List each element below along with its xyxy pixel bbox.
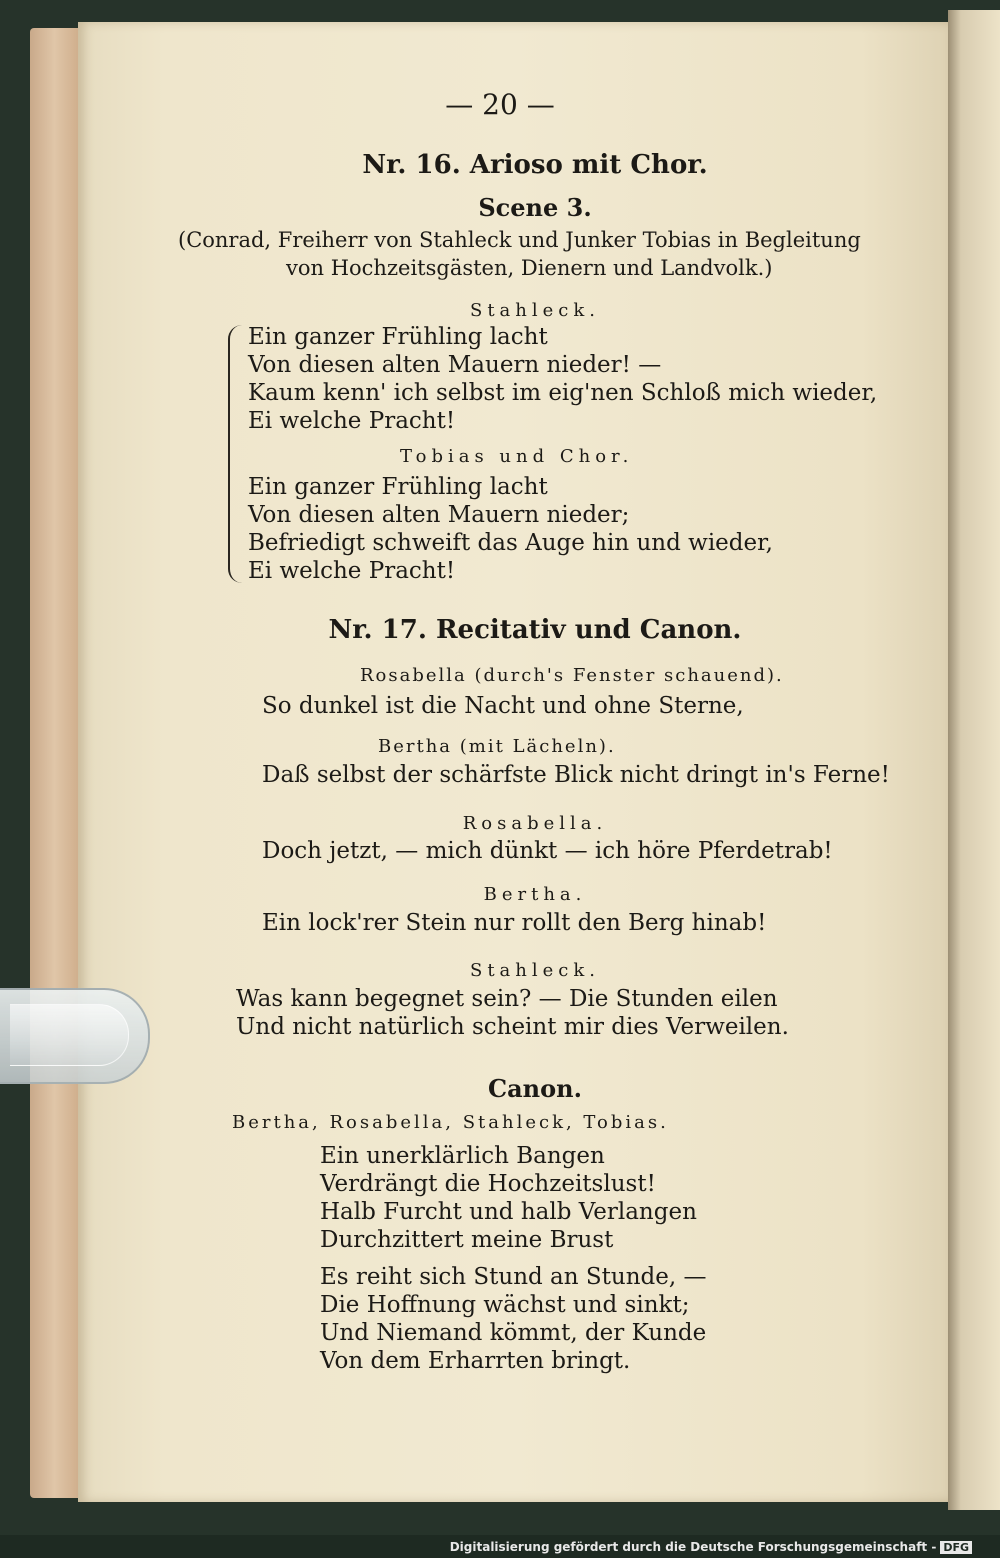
- funding-footer: [450, 1538, 972, 1556]
- verse-line: Kaum kenn' ich selbst im eig'nen Schloß mich wieder,: [248, 380, 878, 406]
- canon-speakers: Bertha, Rosabella, Stahleck, Tobias.: [232, 1112, 669, 1133]
- verse-line: Ein ganzer Frühling lacht: [248, 324, 548, 350]
- scene-heading: Scene 3.: [478, 193, 592, 222]
- verse-line: Ein ganzer Frühling lacht: [248, 474, 548, 500]
- canon-line: Ein unerklärlich Bangen: [320, 1143, 605, 1169]
- dialogue-line: Was kann begegnet sein? — Die Stunden eilen: [236, 986, 778, 1012]
- speaker-bertha: Bertha (mit Lächeln).: [378, 736, 616, 757]
- speaker-stahleck: Stahleck.: [469, 960, 600, 981]
- speaker-stahleck: Stahleck.: [469, 300, 600, 321]
- canon-line: Und Niemand kömmt, der Kunde: [320, 1320, 707, 1346]
- nr16-title: Nr. 16. Arioso mit Chor.: [362, 150, 708, 180]
- nr17-title: Nr. 17. Recitativ und Canon.: [328, 615, 742, 645]
- speaker-rosabella: Rosabella (durch's Fenster schauend).: [360, 665, 784, 686]
- verse-line: Befriedigt schweift das Auge hin und wieder,: [248, 530, 773, 556]
- footer-text: Digitalisierung gefördert durch die Deutsche Forschungsgemeinschaft -: [449, 1540, 937, 1554]
- canon-line: Die Hoffnung wächst und sinkt;: [320, 1292, 690, 1318]
- dialogue-line: Daß selbst der schärfste Blick nicht dringt in's Ferne!: [262, 762, 890, 788]
- canon-line: Durchzittert meine Brust: [320, 1227, 614, 1253]
- verse-line: Ei welche Pracht!: [248, 558, 456, 584]
- verse-line: Von diesen alten Mauern nieder;: [248, 502, 630, 528]
- canon-line: Halb Furcht und halb Verlangen: [320, 1199, 697, 1225]
- speaker-tobias-chor: Tobias und Chor.: [400, 446, 634, 467]
- canon-line: Es reiht sich Stund an Stunde, —: [320, 1264, 707, 1290]
- canon-title: Canon.: [488, 1074, 582, 1103]
- stage-direction-2: von Hochzeitsgästen, Dienern und Landvolk.): [286, 256, 773, 280]
- dfg-logo: DFG: [940, 1541, 972, 1554]
- canon-line: Von dem Erharrten bringt.: [320, 1348, 631, 1374]
- speaker-rosabella: Rosabella.: [462, 813, 608, 834]
- verse-line: Ei welche Pracht!: [248, 408, 456, 434]
- verse-brace: [228, 325, 248, 583]
- dialogue-line: So dunkel ist die Nacht und ohne Sterne,: [262, 693, 744, 719]
- verse-line: Von diesen alten Mauern nieder! —: [248, 352, 662, 378]
- stage-direction-1: (Conrad, Freiherr von Stahleck und Junker Tobias in Begleitung: [178, 228, 861, 252]
- speaker-bertha: Bertha.: [483, 884, 587, 905]
- dialogue-line: Und nicht natürlich scheint mir dies Verweilen.: [236, 1014, 789, 1040]
- page-number: — 20 —: [445, 88, 555, 121]
- page-clip: [0, 988, 150, 1084]
- dialogue-line: Ein lock'rer Stein nur rollt den Berg hinab!: [262, 910, 767, 936]
- dialogue-line: Doch jetzt, — mich dünkt — ich höre Pferdetrab!: [262, 838, 833, 864]
- canon-line: Verdrängt die Hochzeitslust!: [320, 1171, 656, 1197]
- facing-page-edge: [948, 10, 1000, 1510]
